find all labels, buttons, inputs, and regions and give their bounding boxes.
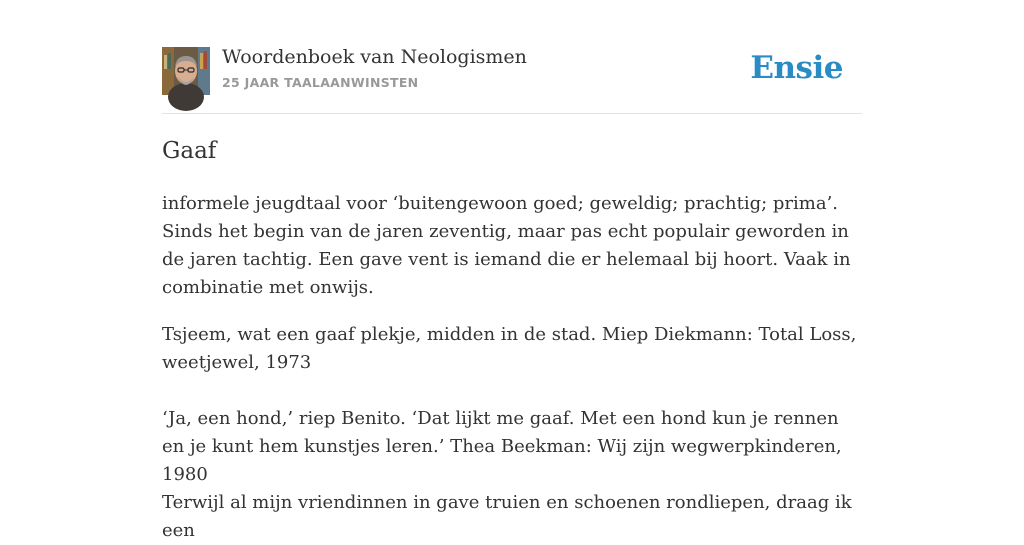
author-avatar[interactable] bbox=[162, 47, 210, 95]
entry-headword: Gaaf bbox=[162, 138, 217, 164]
site-name[interactable]: Woordenboek van Neologismen bbox=[222, 46, 527, 68]
avatar-portrait-icon bbox=[162, 47, 210, 95]
page-header bbox=[162, 0, 862, 114]
entry-quote: Tsjeem, wat een gaaf plekje, midden in de stad. Miep Diekmann: Total Loss, weetjewel, 1973 bbox=[162, 324, 857, 373]
entry-quote: ‘Ja, een hond,’ riep Benito. ‘Dat lijkt me gaaf. Met een hond kun je rennen en je kunt hem kunstjes leren.’ Thea Beekman: Wij zijn wegwerpkinderen, 1980 bbox=[162, 408, 842, 485]
entry-definition: informele jeugdtaal voor ‘buitengewoon goed; geweldig; prachtig; prima’. Sinds het begin van de jaren zeventig, maar pas echt populair geworden in de jaren tachtig. Een gave vent is iemand die er helemaal bij hoort. Vaak in combinatie met onwijs. bbox=[162, 193, 851, 298]
ensie-logo[interactable]: Ensie bbox=[750, 50, 843, 86]
site-tagline: 25 JAAR TAALAANWINSTEN bbox=[222, 75, 419, 90]
entry-quote: Terwijl al mijn vriendinnen in gave truien en schoenen rondliepen, draag ik een bbox=[162, 492, 852, 541]
page-container bbox=[162, 0, 862, 541]
